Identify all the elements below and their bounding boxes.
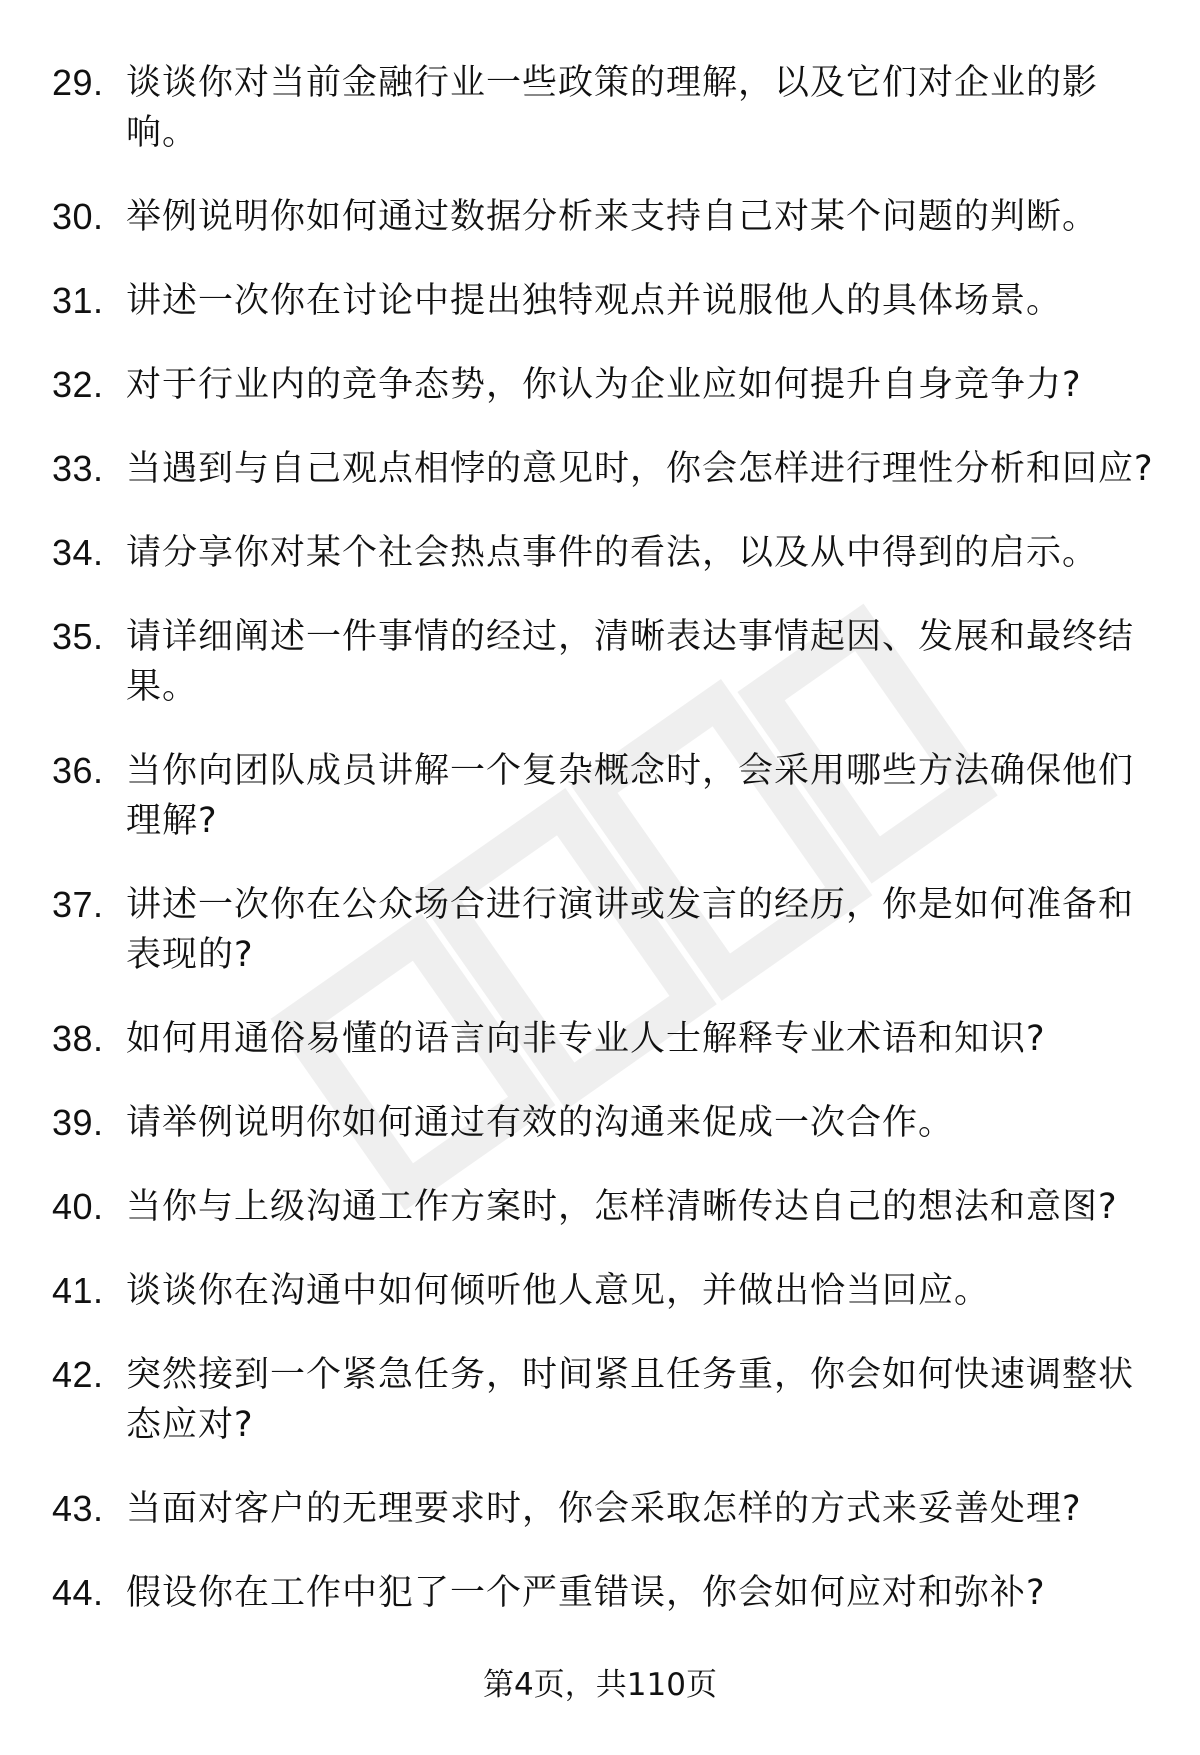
question-number: 40. [52, 1186, 104, 1227]
question-item [52, 1266, 1162, 1316]
question-item [52, 1014, 1162, 1064]
question-text: 请详细阐述一件事情的经过，清晰表达事情起因、发展和最终结果。 [126, 617, 1135, 707]
question-item [52, 1182, 1162, 1232]
question-item [52, 276, 1162, 326]
question-item [52, 360, 1162, 410]
question-number: 30. [52, 196, 104, 237]
question-number: 31. [52, 280, 104, 321]
question-number: 29. [52, 62, 104, 103]
question-number: 32. [52, 364, 104, 405]
question-list [52, 58, 1162, 1652]
question-item [52, 612, 1162, 712]
question-number: 35. [52, 616, 104, 657]
question-text: 如何用通俗易懂的语言向非专业人士解释专业术语和知识? [126, 1019, 1046, 1059]
question-text: 假设你在工作中犯了一个严重错误，你会如何应对和弥补? [126, 1573, 1046, 1613]
question-number: 39. [52, 1102, 104, 1143]
question-number: 41. [52, 1270, 104, 1311]
question-text: 当你向团队成员讲解一个复杂概念时，会采用哪些方法确保他们理解? [126, 751, 1135, 841]
question-item [52, 746, 1162, 846]
question-number: 44. [52, 1572, 104, 1613]
question-item [52, 1350, 1162, 1450]
question-number: 36. [52, 750, 104, 791]
page-footer [0, 1665, 1200, 1705]
question-item [52, 444, 1162, 494]
question-number: 43. [52, 1488, 104, 1529]
question-text: 讲述一次你在公众场合进行演讲或发言的经历，你是如何准备和表现的? [126, 885, 1135, 975]
question-number: 37. [52, 884, 104, 925]
question-number: 34. [52, 532, 104, 573]
question-text: 讲述一次你在讨论中提出独特观点并说服他人的具体场景。 [126, 281, 1063, 321]
question-text: 突然接到一个紧急任务，时间紧且任务重，你会如何快速调整状态应对? [126, 1355, 1135, 1445]
question-item [52, 1098, 1162, 1148]
question-text: 请举例说明你如何通过有效的沟通来促成一次合作。 [126, 1103, 955, 1143]
question-text: 当面对客户的无理要求时，你会采取怎样的方式来妥善处理? [126, 1489, 1082, 1529]
question-number: 33. [52, 448, 104, 489]
question-text: 谈谈你对当前金融行业一些政策的理解，以及它们对企业的影响。 [126, 63, 1099, 153]
question-item [52, 880, 1162, 980]
question-item [52, 528, 1162, 578]
question-text: 对于行业内的竞争态势，你认为企业应如何提升自身竞争力? [126, 365, 1082, 405]
question-text: 举例说明你如何通过数据分析来支持自己对某个问题的判断。 [126, 197, 1099, 237]
question-item [52, 1484, 1162, 1534]
question-number: 42. [52, 1354, 104, 1395]
question-number: 38. [52, 1018, 104, 1059]
question-text: 谈谈你在沟通中如何倾听他人意见，并做出恰当回应。 [126, 1271, 991, 1311]
question-item [52, 192, 1162, 242]
question-text: 当你与上级沟通工作方案时，怎样清晰传达自己的想法和意图? [126, 1187, 1118, 1227]
question-text: 当遇到与自己观点相悖的意见时，你会怎样进行理性分析和回应? [126, 449, 1154, 489]
question-item [52, 58, 1162, 158]
page-number-label: 第4页，共110页 [483, 1667, 717, 1703]
question-text: 请分享你对某个社会热点事件的看法，以及从中得到的启示。 [126, 533, 1099, 573]
question-item [52, 1568, 1162, 1618]
